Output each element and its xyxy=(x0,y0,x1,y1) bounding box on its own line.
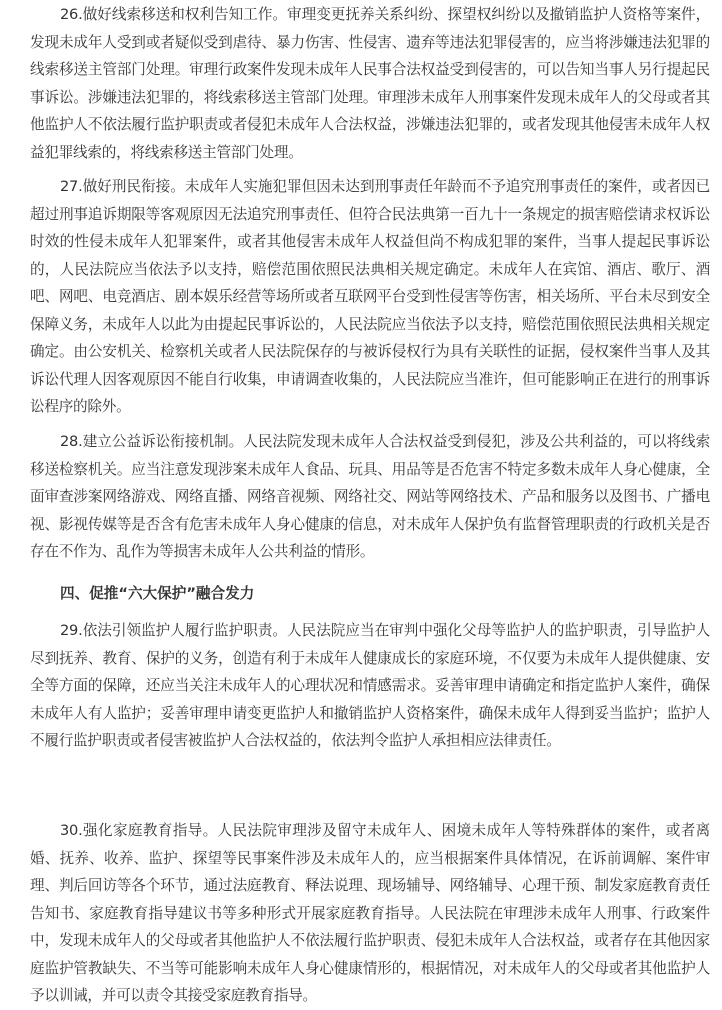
paragraph-27: 27.做好刑民衔接。未成年人实施犯罪但因未达到刑事责任年龄而不予追究刑事责任的案件，或者因已超过刑事追诉期限等客观原因无法追究刑事责任、但符合民法典第一百九十一条规定的损害赔偿请求权诉讼时效的性侵未成年人犯罪案件，或者其他侵害未成年人权益但尚不构成犯罪的案件，当事人提起民事诉讼的，人民法院应当依法予以支持，赔偿范围依照民法典相关规定确定。未成年人在宾馆、酒店、歌厅、酒吧、网吧、电竞酒店、剧本娱乐经营等场所或者互联网平台受到性侵害等伤害，相关场所、平台未尽到安全保障义务，未成年人以此为由提起民事诉讼的，人民法院应当依法予以支持，赔偿范围依照民法典相关规定确定。由公安机关、检察机关或者人民法院保存的与被诉侵权行为具有关联性的证据，侵权案件当事人及其诉讼代理人因客观原因不能自行收集，申请调查收集的，人民法院应当准许，但可能影响正在进行的刑事诉讼程序的除外。 xyxy=(30,178,710,415)
paragraph-30: 30.强化家庭教育指导。人民法院审理涉及留守未成年人、困境未成年人等特殊群体的案件，或者离婚、抚养、收养、监护、探望等民事案件涉及未成年人的，应当根据案件具体情况，在诉前调解、案件审理、判后回访等各个环节，通过法庭教育、释法说理、现场辅导、网络辅导、心理干预、制发家庭教育责任告知书、家庭教育指导建议书等多种形式开展家庭教育指导。人民法院在审理涉未成年人刑事、行政案件中，发现未成年人的父母或者其他监护人不依法履行监护职责、侵犯未成年人合法权益，或者存在其他因家庭监护管教缺失、不当等可能影响未成年人身心健康情形的，根据情况，对未成年人的父母或者其他监护人予以训诫，并可以责令其接受家庭教育指导。 xyxy=(30,822,710,1004)
section-heading-4: 四、促推“六大保护”融合发力 xyxy=(60,585,255,602)
paragraph-28: 28.建立公益诉讼衔接机制。人民法院发现未成年人合法权益受到侵犯，涉及公共利益的，可以将线索移送检察机关。应当注意发现涉案未成年人食品、玩具、用品等是否危害不特定多数未成年人身心健康，全面审查涉案网络游戏、网络直播、网络音视频、网络社交、网站等网络技术、产品和服务以及图书、广播电视、影视传媒等是否含有危害未成年人身心健康的信息，对未成年人保护负有监督管理职责的行政机关是否存在不作为、乱作为等损害未成年人公共利益的情形。 xyxy=(30,433,710,560)
paragraph-26: 26.做好线索移送和权利告知工作。审理变更抚养关系纠纷、探望权纠纷以及撤销监护人资格等案件，发现未成年人受到或者疑似受到虐待、暴力伤害、性侵害、遗弃等违法犯罪侵害的，应当将涉嫌违法犯罪的线索移送主管部门处理。审理行政案件发现未成年人民事合法权益受到侵害的，可以告知当事人另行提起民事诉讼。涉嫌违法犯罪的，将线索移送主管部门处理。审理涉未成年人刑事案件发现未成年人的父母或者其他监护人不依法履行监护职责或者侵犯未成年人合法权益，涉嫌违法犯罪的，或者发现其他侵害未成年人权益犯罪线索的，将线索移送主管部门处理。 xyxy=(30,6,710,161)
paragraph-29: 29.依法引领监护人履行监护职责。人民法院应当在审判中强化父母等监护人的监护职责，引导监护人尽到抚养、教育、保护的义务，创造有利于未成年人健康成长的家庭环境，不仅要为未成年人提供健康、安全等方面的保障，还应当关注未成年人的心理状况和情感需求。妥善审理申请确定和指定监护人案件，确保未成年人有人监护；妥善审理申请变更监护人和撤销监护人资格案件，确保未成年人得到妥当监护；监护人不履行监护职责或者侵害被监护人合法权益的，依法判令监护人承担相应法律责任。 xyxy=(30,622,710,749)
